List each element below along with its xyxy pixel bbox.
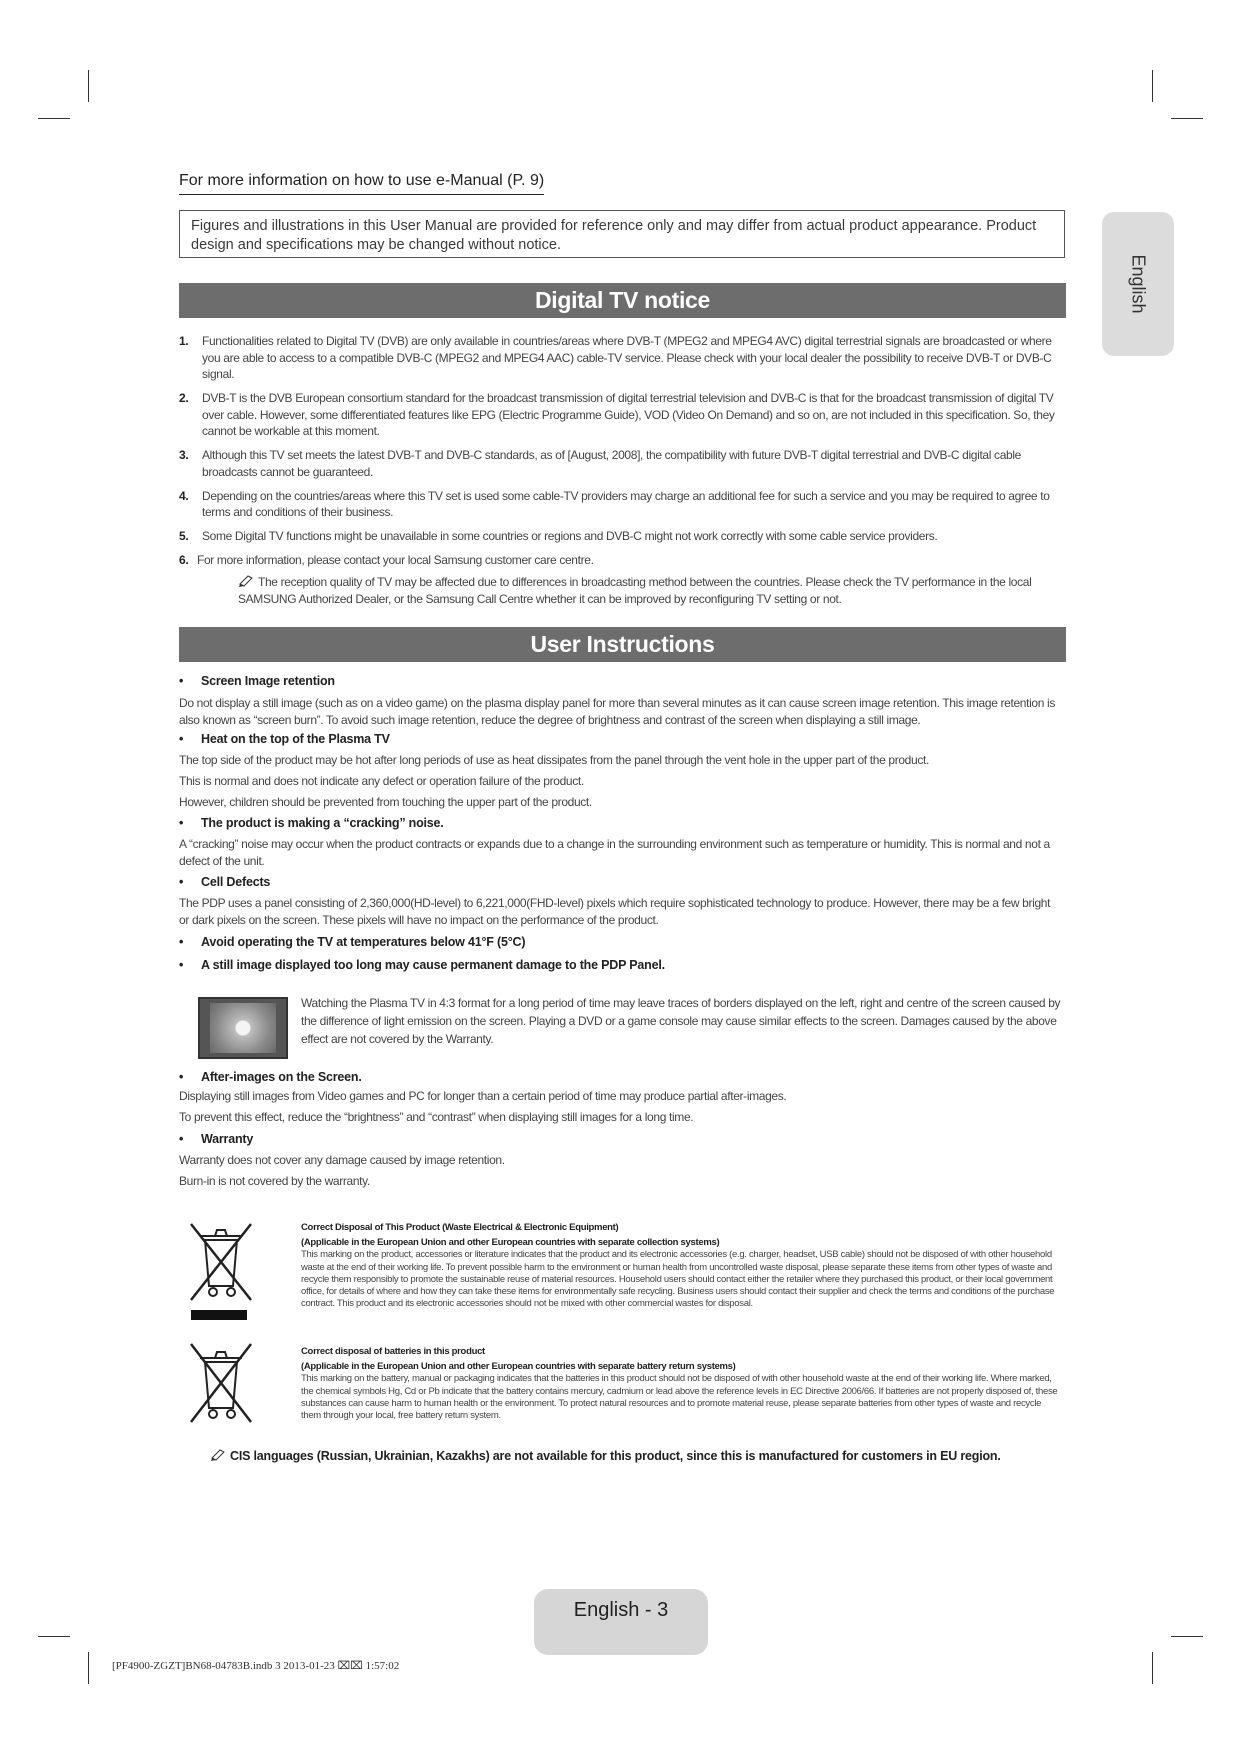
paragraph: Displaying still images from Video games and PC for longer than a certain period of time may produce partial after-images. — [179, 1089, 787, 1103]
tv-image — [198, 997, 288, 1059]
crop-mark — [88, 1652, 89, 1684]
bullet-heading: • Avoid operating the TV at temperatures below 41°F (5°C) — [179, 934, 1059, 951]
language-side-tab — [1102, 212, 1174, 356]
page-number-tab — [534, 1589, 708, 1655]
bullet-heading: • Screen Image retention — [179, 673, 1059, 690]
paragraph: Do not display a still image (such as on a video game) on the plasma display panel for more than several minutes as it can cause screen image retention. This image retention is also known as “screen burn”. To avoid such image retention, reduce the degree of brightness and contrast of the screen when displaying a still image. — [179, 696, 1056, 727]
section-title-user-instructions: User Instructions — [179, 627, 1066, 662]
paragraph: The top side of the product may be hot after long periods of use as heat dissipates from the panel through the vent hole in the upper part of the product. — [179, 753, 929, 767]
crop-mark — [1171, 118, 1203, 119]
crop-mark — [38, 118, 70, 119]
emanual-link[interactable]: For more information on how to use e-Manual (P. 9) — [179, 172, 544, 195]
paragraph: However, children should be prevented from touching the upper part of the product. — [179, 795, 592, 809]
crop-mark — [1152, 1652, 1153, 1684]
paragraph: This is normal and does not indicate any defect or operation failure of the product. — [179, 774, 584, 788]
cis-note: CIS languages (Russian, Ukrainian, Kazakhs) are not available for this product, since this is manufactured for customers in EU region. — [210, 1448, 1001, 1463]
user-instructions-body-2 — [179, 1069, 1059, 1190]
paragraph: The PDP uses a panel consisting of 2,360,000(HD-level) to 6,221,000(FHD-level) pixels which require sophisticated technology to produce. However, there may be a few bright or dark pixels on the screen. These pixels will have no impact on the performance of the product. — [179, 896, 1051, 927]
crop-mark — [88, 70, 89, 102]
page-number: English - 3 — [573, 1599, 669, 1621]
list-item: 4. Depending on the countries/areas where this TV set is used some cable-TV providers may charge an additional fee for such a service and you may be required to agree to terms and conditions of their business. — [179, 488, 1050, 519]
weee-product-text: Correct Disposal of This Product (Waste Electrical & Electronic Equipment) (Applicable in the European Union and other European countries with separate collection systems) This marking on the product, accessories or literature indicates that the product and its electronic accessories (e.g. charger, headset, USB cable) should not be disposed of with other household waste at the end of their working life. To prevent possible harm to the environment or human health from uncontrolled waste disposal, please separate these items from other types of waste and recycle them responsibly to promote the sustainable reuse of material resources. Household users should contact either the retailer where they purchased this product, or their local government office, for details of where and how they can take these items for environmentally safe recycling. Business users should contact their supplier and check the terms and conditions of the purchase contract. This product and its electronic accessories should not be mixed with other commercial wastes for disposal. — [301, 1222, 1055, 1310]
crossed-bin-icon — [183, 1218, 259, 1322]
list-item: 1. Functionalities related to Digital TV (DVB) are only available in countries/areas where DVB-T (MPEG2 and MPEG4 AVC) digital terrestrial signals are broadcasted or where you are able to access to a compatible DVB-C (MPEG2 and MPEG4 AAC) cable-TV service. Please check with your local dealer the possibility to receive DVB-T or DVB-C signal. — [179, 334, 1052, 381]
section-title-digital-tv: Digital TV notice — [179, 283, 1066, 318]
crop-mark — [38, 1636, 70, 1637]
bullet-heading: • Warranty — [179, 1131, 1059, 1148]
paragraph: To prevent this effect, reduce the “brightness” and “contrast” when displaying still images for a long time. — [179, 1110, 694, 1124]
bullet-heading: • A still image displayed too long may cause permanent damage to the PDP Panel. — [179, 957, 1059, 974]
print-slug: [PF4900-ZGZT]BN68-04783B.indb 3 2013-01-23 ⌧⌧ 1:57:02 — [112, 1660, 400, 1672]
crossed-bin-icon — [183, 1340, 259, 1426]
reception-note: The reception quality of TV may be affected due to differences in broadcasting method between the countries. Please check the TV performance in the local SAMSUNG Authorized Dealer, or the Samsung Call Centre whether it can be improved by reconfiguring TV setting or not. — [238, 575, 1032, 606]
side-tab-label: English — [1128, 254, 1149, 314]
paragraph: Warranty does not cover any damage caused by image retention. — [179, 1153, 505, 1167]
memo-icon — [210, 1448, 228, 1462]
bullet-heading: • Heat on the top of the Plasma TV — [179, 731, 1059, 748]
list-item: 2. DVB-T is the DVB European consortium standard for the broadcast transmission of digital terrestrial television and DVB-C is that for the broadcast transmission of digital TV over cable. However, some differentiated features like EPG (Electric Programme Guide), VOD (Video On Demand) and so on, are not included in this specification. So, they cannot be workable at this moment. — [179, 391, 1055, 438]
disclaimer-box: Figures and illustrations in this User Manual are provided for reference only and may differ from actual product appearance. Product design and specifications may be changed without notice. — [179, 210, 1065, 258]
crop-mark — [1152, 70, 1153, 102]
paragraph: Burn-in is not covered by the warranty. — [179, 1174, 370, 1188]
crop-mark — [1171, 1636, 1203, 1637]
bullet-heading: • Cell Defects — [179, 874, 1059, 891]
still-image-paragraph: Watching the Plasma TV in 4:3 format for a long period of time may leave traces of borders displayed on the left, right and centre of the screen caused by the difference of light emission on the screen. Playing a DVD or a game console may cause similar effects to the screen. Damages caused by the above effect are not covered by the Warranty. — [301, 996, 1061, 1046]
weee-battery-text: Correct disposal of batteries in this product (Applicable in the European Union and other European countries with separate battery return systems) This marking on the battery, manual or packaging indicates that the batteries in this product should not be disposed of with other household waste at the end of their working life. Where marked, the chemical symbols Hg, Cd or Pb indicate that the battery contains mercury, cadmium or lead above the reference levels in EC Directive 2006/66. If batteries are not properly disposed of, these substances can cause harm to human health or the environment. To protect natural resources and to promote material reuse, please separate batteries from other types of waste and recycle them through your local, free battery return system. — [301, 1346, 1058, 1422]
user-instructions-body — [179, 673, 1059, 974]
list-item: 6. For more information, please contact your local Samsung customer care centre. — [179, 553, 594, 567]
digital-tv-list — [179, 333, 1059, 576]
memo-icon — [238, 574, 256, 588]
paragraph: A “cracking” noise may occur when the product contracts or expands due to a change in the surrounding environment such as temperature or humidity. This is normal and not a defect of the unit. — [179, 837, 1050, 868]
list-item: 3. Although this TV set meets the latest DVB-T and DVB-C standards, as of [August, 2008], the compatibility with future DVB-T digital terrestrial and DVB-C digital cable broadcasts cannot be guaranteed. — [179, 448, 1021, 479]
list-item: 5. Some Digital TV functions might be unavailable in some countries or regions and DVB-C might not work correctly with some cable service providers. — [179, 529, 938, 543]
bullet-heading: • After-images on the Screen. — [179, 1069, 1059, 1086]
bullet-heading: • The product is making a “cracking” noise. — [179, 815, 1059, 832]
